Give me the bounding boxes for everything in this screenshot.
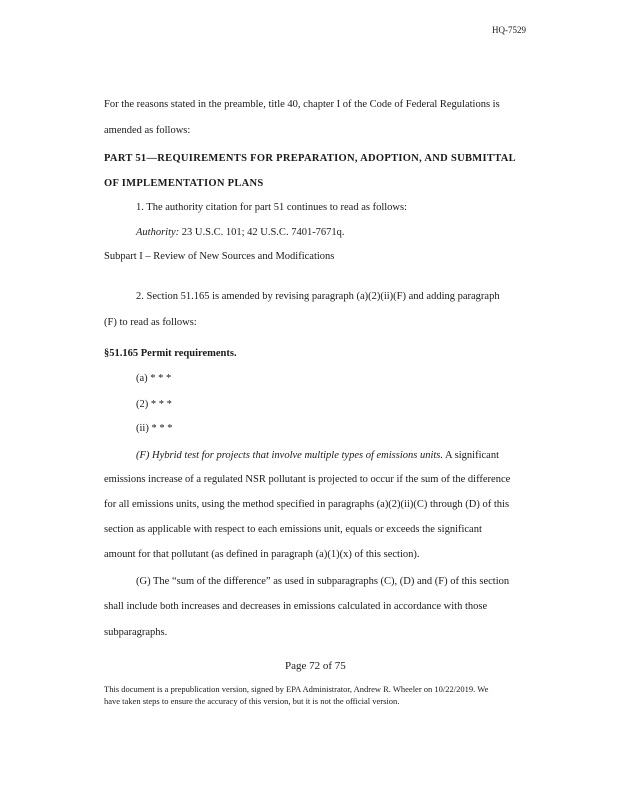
paragraph-f-text: A significant — [443, 450, 499, 461]
paragraph-g-text: subparagraphs. — [104, 627, 168, 638]
paragraph-f-text — [136, 449, 499, 462]
part-heading: OF IMPLEMENTATION PLANS — [104, 178, 264, 189]
footer-disclaimer: have taken steps to ensure the accuracy of this version, but it is not the official version. — [104, 696, 400, 706]
intro-text: For the reasons stated in the preamble, title 40, chapter I of the Code of Federal Regulations is — [104, 99, 500, 110]
subpart-heading: Subpart I – Review of New Sources and Modifications — [104, 251, 335, 262]
amendatory-instruction: (F) to read as follows: — [104, 317, 197, 328]
paragraph-f-text: section as applicable with respect to each emissions unit, equals or exceeds the significant — [104, 524, 482, 535]
paragraph-f-text: emissions increase of a regulated NSR pollutant is projected to occur if the sum of the difference — [104, 474, 511, 485]
part-heading: PART 51—REQUIREMENTS FOR PREPARATION, ADOPTION, AND SUBMITTAL — [104, 153, 516, 164]
amendatory-instruction: 1. The authority citation for part 51 continues to read as follows: — [136, 202, 407, 213]
amendatory-instruction: 2. Section 51.165 is amended by revising paragraph (a)(2)(ii)(F) and adding paragraph — [136, 291, 500, 302]
authority-label: Authority: — [136, 227, 180, 238]
footer-disclaimer: This document is a prepublication version, signed by EPA Administrator, Andrew R. Wheeler on 10/22/2019. We — [104, 684, 489, 694]
document-id: HQ-7529 — [492, 25, 526, 35]
section-heading: §51.165 Permit requirements. — [104, 348, 237, 359]
authority-text: 23 U.S.C. 101; 42 U.S.C. 7401-7671q. — [181, 227, 345, 238]
intro-text: amended as follows: — [104, 125, 191, 136]
paragraph-f-heading: (F) Hybrid test for projects that involve multiple types of emissions units. — [136, 450, 443, 461]
paragraph-g-text: shall include both increases and decreases in emissions calculated in accordance with those — [104, 601, 488, 612]
page-number: Page 72 of 75 — [285, 660, 346, 672]
paragraph-marker: (a) * * * — [136, 373, 172, 384]
paragraph-marker: (2) * * * — [136, 399, 172, 410]
authority-citation — [136, 226, 345, 239]
paragraph-f-text: amount for that pollutant (as defined in paragraph (a)(1)(x) of this section). — [104, 549, 420, 560]
paragraph-f-text: for all emissions units, using the method specified in paragraphs (a)(2)(ii)(C) through (D) of this — [104, 499, 510, 510]
paragraph-marker: (ii) * * * — [136, 423, 173, 434]
paragraph-g-text: (G) The “sum of the difference” as used in subparagraphs (C), (D) and (F) of this section — [136, 576, 510, 587]
